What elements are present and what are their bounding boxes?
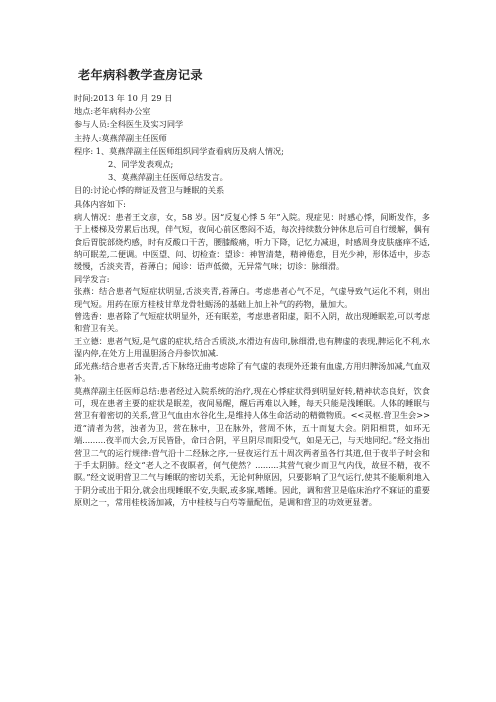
document-page — [74, 66, 430, 509]
student-speech-wang-lide: 王立德：患者气短,是气虚的症状,结合舌质淡,水滑边有齿印,脉细滑,也有脾虚的表现,脾运化不利,水湿内停,在处方上用温胆汤合丹参饮加减. — [74, 335, 430, 359]
students-heading: 同学发言: — [74, 273, 110, 284]
host: 主持人:莫燕萍副主任医师 — [74, 132, 167, 143]
purpose: 目的:讨论心悸的辩证及营卫与睡眠的关系 — [74, 185, 225, 196]
content-heading: 具体内容如下: — [74, 198, 126, 209]
student-speech-zhang-yan: 张燕：结合患者气短症状明显,舌淡夹青,苔薄白。考虑患者心气不足，气虚导致气运化不利，则出现气短。用药在原方桂枝甘草龙骨牡蛎汤的基础上加上补气的药物，量加大。 — [74, 286, 430, 309]
procedure-step-3: 3、莫燕萍副主任医师总结发言。 — [108, 172, 228, 183]
document-title: 老年病科教学查房记录 — [78, 68, 203, 82]
case-description: 病人情况：患者王文彦，女，58 岁。因“反复心悸 5 年”入院。现症见：时感心悸，间断发作，多于上楼梯及劳累后出现，伴气短，夜间心前区憋闷不适，每次持续数分钟休息后可自行缓解，偶有食后胃脘部烧灼感，时有反酸口干苦，腰膝酸痛，听力下降，记忆力减退，时感周身皮肤瘙痒不适,纳可眠差,二便调。中医望、问、切检查：望诊：神智清楚，精神倦怠，目光少神，形体适中，步态缓慢，舌淡夹青，苔薄白；闻诊：语声低微，无异常气味；切诊：脉细滑。 — [74, 211, 430, 272]
participants: 参与人员:全科医生及实习同学 — [74, 119, 184, 130]
meeting-place: 地点:老年病科办公室 — [74, 106, 151, 117]
procedure-step-1: 程序: 1、莫燕萍副主任医师组织同学查看病历及病人情况; — [74, 145, 284, 156]
student-speech-zeng-xuanxiang: 曾选香：患者除了气短症状明显外，还有眠差，考虑患者阳虚，阳不入阴，故出现睡眠差,可以考虑和营卫有关。 — [74, 311, 430, 334]
attending-summary: 莫燕萍副主任医师总结:患者经过入院系统的治疗,现在心悸症状得到明显好转,精神状态良好，饮食可，现在患者主要的症状是眠差，夜间易醒，醒后再难以入睡，每天只能是浅睡眠。人体的睡眠与营卫有着密切的关系,营卫气血由水谷化生,是维持人体生命活动的精微物质。<<灵枢.营卫生会>>道“清者为营，浊者为卫，营在脉中，卫在脉外，营周不休，五十而复大会。阴阳相贯，如环无端.........夜半而大会,万民皆卧，命曰合阴，平旦阴尽而阳受气，如是无己，与天地同纪。”经文指出营卫二气的运行规律:营气沿十二经脉之序,一昼夜运行五十周次两者虽各行其道,但于夜半子时会和于手太阴肺。经文“老人之不夜瞑者，何气使然？.........其营气衰少而卫气内伐，故昼不精，夜不瞑。”经文说明营卫二气与睡眠的密切关系，无论何种原因，只要影响了卫气运行,使其不能顺利地入于阴分或出于阳分,就会出现睡眠不安,失眠,或多寐,嗜睡。因此，调和营卫是临床治疗不寐证的重要原则之一，常用桂枝汤加减，方中桂枝与白芍等量配伍，是调和营卫的功效更显著。 — [74, 385, 430, 508]
student-speech-qiu-guangyan: 邱光燕:结合患者舌夹青,舌下脉络迂曲考虑除了有气虚的表现外还兼有血虚,方用归脾汤加减,气血双补。 — [74, 360, 430, 384]
meeting-time: 时间:2013 年 10 月 29 日 — [74, 93, 173, 103]
procedure-step-2: 2、同学发表观点; — [108, 159, 174, 170]
